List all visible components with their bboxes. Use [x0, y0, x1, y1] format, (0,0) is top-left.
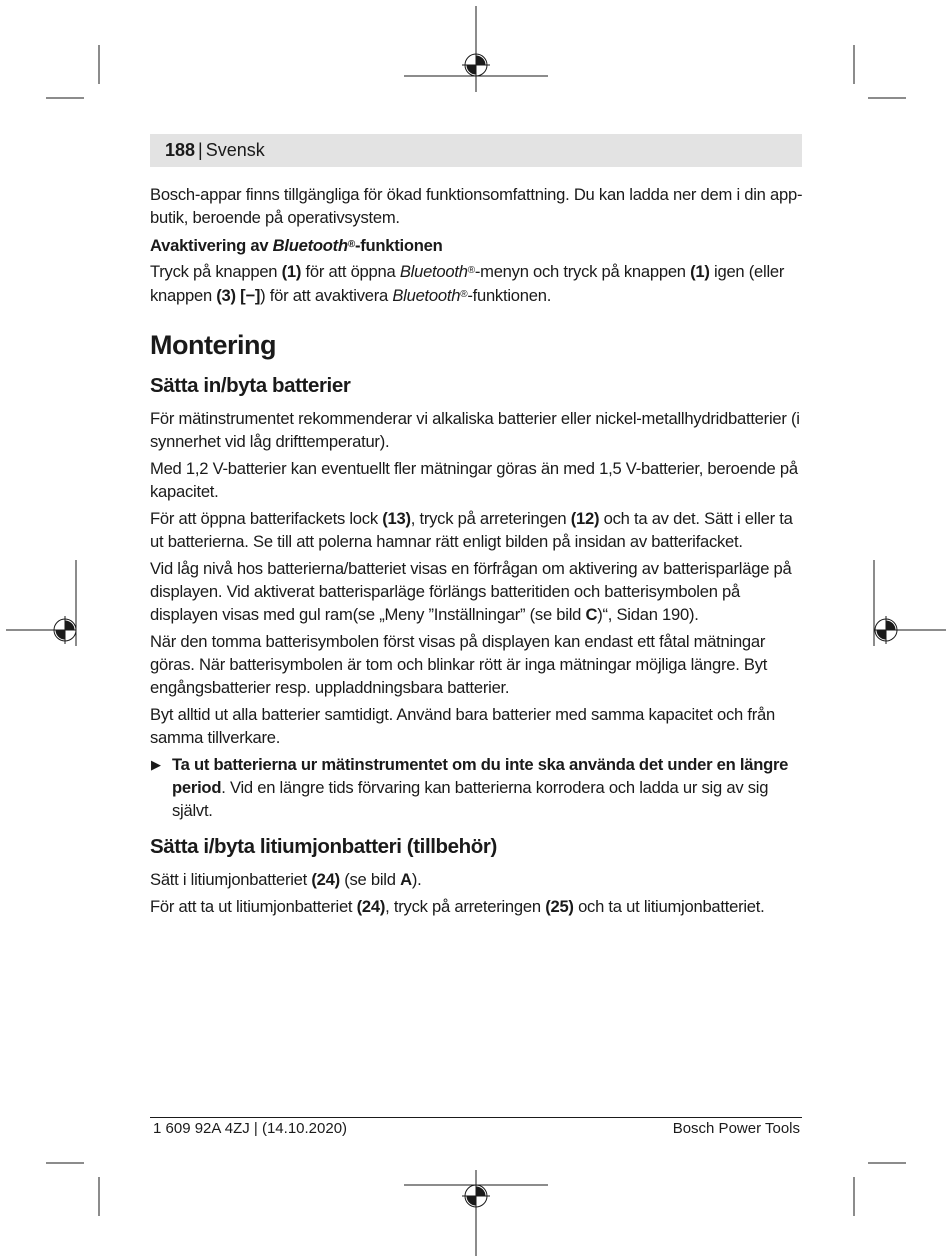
figure-ref: C: [585, 605, 598, 624]
bt-brand: Bluetooth: [399, 262, 468, 281]
batteries-paragraph-1: För mätinstrumentet rekommenderar vi alkaliska batterier eller nickel-metallhydridbatterier (i synnerhet vid låg drifttemperatur).: [150, 409, 800, 451]
batteries-paragraph-6: Byt alltid ut alla batterier samtidigt. Använd bara batterier med samma kapacitet och från samma tillverkare.: [150, 705, 775, 747]
bt-text: ) för att avaktivera: [260, 286, 393, 305]
header-language: Svensk: [205, 140, 265, 160]
footer-doc-id: 1 609 92A 4ZJ | (14.10.2020): [153, 1120, 348, 1137]
text: , tryck på arreteringen: [410, 509, 571, 528]
text: Vid låg nivå hos batterierna/batteriet visas en förfrågan om aktivering av batterisparläge på displayen. Vid aktiverat batterisparläge förlängs batteritiden och batterisymbolen på displayen visas med gul ram(se „Meny ”Inställningar” (se bild: [150, 559, 792, 624]
batteries-paragraph-5: När den tomma batterisymbolen först visas på displayen kan endast ett fåtal mätningar göras. När batterisymbolen är tom och blinkar rött är inga mätningar möjliga längre. Byt engångsbatterier resp. uppladdningsbara batterier.: [150, 632, 768, 697]
part-ref: (12): [570, 509, 600, 528]
bluetooth-heading-brand: Bluetooth: [272, 236, 348, 255]
part-ref: (24): [311, 870, 340, 889]
bt-text: -menyn och tryck på knappen: [474, 262, 691, 281]
text: och ta ut litiumjonbatteriet.: [573, 897, 765, 916]
registered-mark: ®: [347, 239, 355, 250]
warning-bullet: [150, 753, 806, 822]
text: )“, Sidan 190).: [597, 605, 699, 624]
bluetooth-heading-pre: Avaktivering av: [150, 236, 273, 255]
bluetooth-heading-post: -funktionen: [354, 236, 443, 255]
bt-button-ref: (1): [281, 262, 302, 281]
lithium-paragraph-1: [150, 868, 806, 891]
bluetooth-paragraph: [150, 259, 806, 307]
registered-mark: ®: [460, 289, 468, 300]
crosshair-target-icon: [404, 6, 548, 92]
page-content: [150, 183, 806, 922]
text: och ta av det. Sätt i eller ta ut batterierna. Se till att polerna hamnar rätt enligt bilden på insidan av batterifacket.: [150, 509, 793, 551]
footer-brand: Bosch Power Tools: [672, 1120, 800, 1137]
crosshair-target-icon: [6, 560, 76, 646]
text: För att ta ut litiumjonbatteriet: [150, 897, 357, 916]
part-ref: (24): [356, 897, 386, 916]
bluetooth-heading: [150, 233, 806, 257]
lithium-heading: Sätta i/byta litiumjonbatteri (tillbehör): [150, 835, 497, 858]
triangle-bullet-icon: ▶: [151, 757, 161, 772]
bullet-text: . Vid en längre tids förvaring kan batterierna korrodera och ladda ur sig av sig självt.: [172, 778, 769, 820]
text: (se bild: [339, 870, 401, 889]
section-title: Montering: [150, 330, 276, 360]
text: , tryck på arreteringen: [385, 897, 546, 916]
text: För att öppna batterifackets lock: [150, 509, 383, 528]
bullet-bold-text: Ta ut batterierna ur mätinstrumentet om du inte ska använda det under en längre period: [172, 755, 789, 797]
intro-paragraph: Bosch-appar finns tillgängliga för ökad funktionsomfattning. Du kan ladda ner dem i din app-butik, beroende på operativsystem.: [150, 185, 803, 227]
bt-brand: Bluetooth: [392, 286, 461, 305]
bt-text: igen (eller knappen: [150, 262, 785, 305]
batteries-paragraph-4: [150, 557, 806, 626]
page-number: 188: [165, 140, 196, 160]
batteries-paragraph-2: Med 1,2 V-batterier kan eventuellt fler mätningar göras än med 1,5 V-batterier, beroende på kapacitet.: [150, 459, 798, 501]
bt-button-ref: (3) [−]: [216, 286, 261, 305]
footer-divider: [150, 1117, 802, 1118]
batteries-paragraph-3: [150, 507, 806, 553]
bt-button-ref: (1): [690, 262, 710, 281]
bt-text: -funktionen.: [467, 286, 552, 305]
header-text: [165, 140, 265, 160]
bt-text: Tryck på knappen: [150, 262, 282, 281]
header-separator: |: [198, 140, 203, 160]
part-ref: (13): [382, 509, 411, 528]
lithium-paragraph-2: [150, 895, 806, 918]
page-header: [150, 134, 802, 167]
part-ref: (25): [545, 897, 574, 916]
batteries-heading: Sätta in/byta batterier: [150, 374, 351, 397]
figure-ref: A: [400, 870, 412, 889]
crosshair-target-icon: [874, 560, 946, 646]
text: Sätt i litiumjonbatteriet: [150, 870, 312, 889]
crosshair-target-icon: [404, 1170, 548, 1256]
bt-text: för att öppna: [301, 262, 400, 281]
text: ).: [411, 870, 422, 889]
registered-mark: ®: [467, 265, 475, 276]
